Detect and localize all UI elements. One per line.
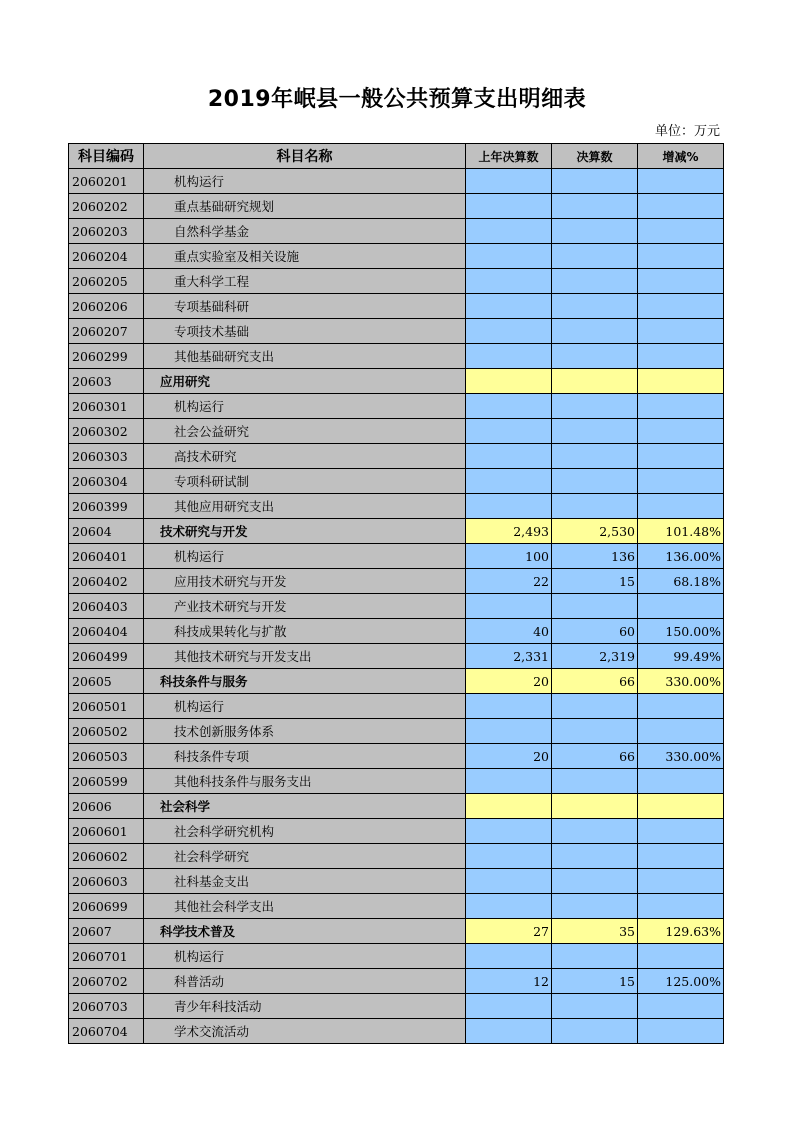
subject-code-cell: 2060699: [69, 894, 144, 919]
subject-code-cell: 2060404: [69, 619, 144, 644]
change-cell: 136.00%: [638, 544, 724, 569]
table-row: [69, 844, 724, 869]
header-code: 科目编码: [69, 144, 144, 169]
subject-name-text: 专项科研试制: [174, 474, 250, 489]
table-row: [69, 194, 724, 219]
header-change: 增减%: [638, 144, 724, 169]
change-cell: [638, 319, 724, 344]
subject-name-cell: [144, 344, 466, 369]
subject-name-text: 自然科学基金: [174, 224, 250, 239]
subject-name-text: 其他基础研究支出: [174, 349, 275, 364]
subject-name-cell: [144, 394, 466, 419]
change-cell: 101.48%: [638, 519, 724, 544]
subject-name-cell: [144, 744, 466, 769]
subject-name-cell: [144, 769, 466, 794]
subject-code-cell: 2060599: [69, 769, 144, 794]
final-cell: [552, 369, 638, 394]
subject-name-cell: [144, 844, 466, 869]
subject-code-cell: 20607: [69, 919, 144, 944]
subject-name-text: 专项基础科研: [174, 299, 250, 314]
table-row: [69, 244, 724, 269]
final-cell: [552, 894, 638, 919]
table-row: [69, 1019, 724, 1044]
table-row: [69, 269, 724, 294]
subject-name-text: 高技术研究: [174, 449, 237, 464]
change-cell: [638, 769, 724, 794]
subject-name-text: 技术研究与开发: [160, 524, 248, 539]
change-cell: [638, 244, 724, 269]
prev-final-cell: [466, 694, 552, 719]
table-row: [69, 694, 724, 719]
prev-final-cell: 22: [466, 569, 552, 594]
table-row: [69, 944, 724, 969]
prev-final-cell: [466, 869, 552, 894]
subject-name-cell: [144, 419, 466, 444]
unit-label: 单位：万元: [654, 124, 720, 139]
table-header-row: [69, 144, 724, 169]
final-cell: 136: [552, 544, 638, 569]
table-row: [69, 644, 724, 669]
subject-name-text: 社会科学研究机构: [174, 824, 275, 839]
page-title: 2019年岷县一般公共预算支出明细表: [207, 87, 587, 112]
prev-final-cell: 27: [466, 919, 552, 944]
table-row: [69, 344, 724, 369]
final-cell: [552, 869, 638, 894]
final-cell: [552, 394, 638, 419]
subject-name-cell: [144, 594, 466, 619]
subject-name-text: 应用技术研究与开发: [174, 574, 287, 589]
prev-final-cell: [466, 394, 552, 419]
final-cell: [552, 219, 638, 244]
subject-name-cell: [144, 669, 466, 694]
change-cell: [638, 869, 724, 894]
table-category-row: [69, 519, 724, 544]
change-cell: [638, 269, 724, 294]
table-row: [69, 869, 724, 894]
change-cell: [638, 394, 724, 419]
table-row: [69, 444, 724, 469]
subject-name-cell: [144, 294, 466, 319]
change-cell: [638, 719, 724, 744]
table-row: [69, 394, 724, 419]
subject-code-cell: 20603: [69, 369, 144, 394]
table-category-row: [69, 669, 724, 694]
subject-name-cell: [144, 219, 466, 244]
change-cell: 129.63%: [638, 919, 724, 944]
subject-name-text: 社科基金支出: [174, 874, 250, 889]
subject-code-cell: 2060399: [69, 494, 144, 519]
final-cell: [552, 1019, 638, 1044]
expenditure-table: [68, 143, 724, 1044]
subject-name-text: 机构运行: [174, 174, 225, 189]
prev-final-cell: [466, 594, 552, 619]
final-cell: [552, 844, 638, 869]
subject-name-cell: [144, 919, 466, 944]
header-final: 决算数: [552, 144, 638, 169]
final-cell: [552, 494, 638, 519]
subject-name-cell: [144, 619, 466, 644]
prev-final-cell: 20: [466, 744, 552, 769]
subject-name-text: 其他应用研究支出: [174, 499, 275, 514]
final-cell: [552, 344, 638, 369]
final-cell: [552, 719, 638, 744]
subject-code-cell: 2060205: [69, 269, 144, 294]
table-row: [69, 769, 724, 794]
subject-name-cell: [144, 869, 466, 894]
prev-final-cell: [466, 169, 552, 194]
subject-code-cell: 2060702: [69, 969, 144, 994]
table-row: [69, 969, 724, 994]
subject-name-text: 重大科学工程: [174, 274, 250, 289]
subject-name-cell: [144, 819, 466, 844]
prev-final-cell: [466, 244, 552, 269]
table-row: [69, 494, 724, 519]
subject-code-cell: 2060204: [69, 244, 144, 269]
subject-name-text: 科学技术普及: [160, 924, 236, 939]
subject-code-cell: 20604: [69, 519, 144, 544]
change-cell: [638, 844, 724, 869]
table-row: [69, 469, 724, 494]
change-cell: [638, 419, 724, 444]
table-row: [69, 819, 724, 844]
subject-code-cell: 2060503: [69, 744, 144, 769]
prev-final-cell: [466, 319, 552, 344]
prev-final-cell: [466, 294, 552, 319]
prev-final-cell: [466, 444, 552, 469]
change-cell: [638, 994, 724, 1019]
subject-name-text: 科技条件与服务: [160, 674, 248, 689]
subject-name-cell: [144, 169, 466, 194]
table-category-row: [69, 794, 724, 819]
subject-name-text: 青少年科技活动: [174, 999, 262, 1014]
change-cell: [638, 1019, 724, 1044]
prev-final-cell: 20: [466, 669, 552, 694]
subject-name-text: 科技成果转化与扩散: [174, 624, 287, 639]
change-cell: [638, 494, 724, 519]
table-row: [69, 569, 724, 594]
prev-final-cell: [466, 994, 552, 1019]
subject-code-cell: 2060304: [69, 469, 144, 494]
prev-final-cell: 12: [466, 969, 552, 994]
table-row: [69, 994, 724, 1019]
change-cell: 125.00%: [638, 969, 724, 994]
final-cell: 60: [552, 619, 638, 644]
subject-code-cell: 2060502: [69, 719, 144, 744]
prev-final-cell: [466, 819, 552, 844]
table-row: [69, 619, 724, 644]
subject-name-text: 科普活动: [174, 974, 225, 989]
final-cell: [552, 269, 638, 294]
table-row: [69, 294, 724, 319]
subject-code-cell: 2060501: [69, 694, 144, 719]
subject-name-cell: [144, 644, 466, 669]
prev-final-cell: [466, 794, 552, 819]
final-cell: [552, 994, 638, 1019]
change-cell: 330.00%: [638, 669, 724, 694]
subject-code-cell: 2060601: [69, 819, 144, 844]
table-body: [69, 169, 724, 1044]
subject-name-text: 机构运行: [174, 699, 225, 714]
subject-name-cell: [144, 319, 466, 344]
table-row: [69, 594, 724, 619]
final-cell: 15: [552, 569, 638, 594]
final-cell: 15: [552, 969, 638, 994]
subject-name-text: 学术交流活动: [174, 1024, 250, 1039]
change-cell: [638, 294, 724, 319]
final-cell: [552, 244, 638, 269]
prev-final-cell: [466, 769, 552, 794]
table-row: [69, 169, 724, 194]
subject-code-cell: 2060603: [69, 869, 144, 894]
change-cell: [638, 194, 724, 219]
table-row: [69, 544, 724, 569]
prev-final-cell: [466, 719, 552, 744]
subject-name-cell: [144, 994, 466, 1019]
subject-code-cell: 2060203: [69, 219, 144, 244]
subject-code-cell: 20605: [69, 669, 144, 694]
final-cell: [552, 169, 638, 194]
subject-code-cell: 2060704: [69, 1019, 144, 1044]
change-cell: [638, 894, 724, 919]
subject-name-text: 重点实验室及相关设施: [174, 249, 300, 264]
change-cell: 150.00%: [638, 619, 724, 644]
prev-final-cell: 100: [466, 544, 552, 569]
final-cell: 2,530: [552, 519, 638, 544]
table-category-row: [69, 919, 724, 944]
prev-final-cell: [466, 219, 552, 244]
subject-code-cell: 2060303: [69, 444, 144, 469]
final-cell: [552, 319, 638, 344]
final-cell: 66: [552, 669, 638, 694]
change-cell: [638, 594, 724, 619]
table-row: [69, 719, 724, 744]
prev-final-cell: [466, 494, 552, 519]
subject-code-cell: 2060403: [69, 594, 144, 619]
table-category-row: [69, 369, 724, 394]
subject-name-cell: [144, 469, 466, 494]
subject-code-cell: 2060206: [69, 294, 144, 319]
subject-name-cell: [144, 1019, 466, 1044]
subject-code-cell: 2060602: [69, 844, 144, 869]
table-row: [69, 219, 724, 244]
subject-name-cell: [144, 569, 466, 594]
subject-name-text: 技术创新服务体系: [174, 724, 275, 739]
table-row: [69, 419, 724, 444]
change-cell: 99.49%: [638, 644, 724, 669]
subject-name-text: 机构运行: [174, 949, 225, 964]
subject-code-cell: 2060401: [69, 544, 144, 569]
table-row: [69, 319, 724, 344]
subject-name-cell: [144, 694, 466, 719]
prev-final-cell: 2,493: [466, 519, 552, 544]
subject-name-text: 应用研究: [160, 374, 211, 389]
subject-name-text: 其他社会科学支出: [174, 899, 275, 914]
prev-final-cell: 2,331: [466, 644, 552, 669]
final-cell: [552, 594, 638, 619]
final-cell: [552, 769, 638, 794]
final-cell: 2,319: [552, 644, 638, 669]
prev-final-cell: [466, 369, 552, 394]
change-cell: [638, 819, 724, 844]
final-cell: [552, 419, 638, 444]
change-cell: [638, 344, 724, 369]
subject-name-cell: [144, 944, 466, 969]
final-cell: [552, 694, 638, 719]
subject-name-text: 其他科技条件与服务支出: [174, 774, 312, 789]
change-cell: [638, 694, 724, 719]
prev-final-cell: [466, 344, 552, 369]
subject-code-cell: 2060207: [69, 319, 144, 344]
prev-final-cell: [466, 469, 552, 494]
prev-final-cell: [466, 269, 552, 294]
subject-name-text: 其他技术研究与开发支出: [174, 649, 312, 664]
subject-name-text: 科技条件专项: [174, 749, 250, 764]
table-row: [69, 894, 724, 919]
subject-name-cell: [144, 244, 466, 269]
subject-name-cell: [144, 444, 466, 469]
change-cell: [638, 219, 724, 244]
table-row: [69, 744, 724, 769]
subject-name-text: 机构运行: [174, 549, 225, 564]
change-cell: [638, 169, 724, 194]
change-cell: [638, 944, 724, 969]
subject-name-cell: [144, 369, 466, 394]
prev-final-cell: [466, 894, 552, 919]
subject-name-text: 社会科学研究: [174, 849, 250, 864]
subject-name-cell: [144, 194, 466, 219]
subject-code-cell: 20606: [69, 794, 144, 819]
subject-code-cell: 2060402: [69, 569, 144, 594]
subject-code-cell: 2060701: [69, 944, 144, 969]
subject-name-cell: [144, 969, 466, 994]
header-prev-final: 上年决算数: [466, 144, 552, 169]
final-cell: [552, 194, 638, 219]
final-cell: [552, 444, 638, 469]
subject-name-cell: [144, 494, 466, 519]
subject-code-cell: 2060201: [69, 169, 144, 194]
prev-final-cell: 40: [466, 619, 552, 644]
subject-code-cell: 2060302: [69, 419, 144, 444]
header-name: 科目名称: [144, 144, 466, 169]
final-cell: [552, 294, 638, 319]
final-cell: [552, 469, 638, 494]
change-cell: [638, 469, 724, 494]
final-cell: 35: [552, 919, 638, 944]
subject-code-cell: 2060299: [69, 344, 144, 369]
subject-code-cell: 2060202: [69, 194, 144, 219]
subject-name-cell: [144, 719, 466, 744]
subject-name-text: 重点基础研究规划: [174, 199, 275, 214]
subject-code-cell: 2060703: [69, 994, 144, 1019]
final-cell: [552, 819, 638, 844]
prev-final-cell: [466, 1019, 552, 1044]
subject-name-cell: [144, 519, 466, 544]
subject-name-text: 社会公益研究: [174, 424, 250, 439]
change-cell: [638, 444, 724, 469]
change-cell: 330.00%: [638, 744, 724, 769]
prev-final-cell: [466, 944, 552, 969]
subject-name-cell: [144, 269, 466, 294]
subject-name-text: 产业技术研究与开发: [174, 599, 287, 614]
change-cell: [638, 369, 724, 394]
subject-code-cell: 2060301: [69, 394, 144, 419]
subject-name-cell: [144, 894, 466, 919]
subject-name-text: 社会科学: [160, 799, 211, 814]
prev-final-cell: [466, 194, 552, 219]
subject-name-cell: [144, 794, 466, 819]
prev-final-cell: [466, 844, 552, 869]
change-cell: 68.18%: [638, 569, 724, 594]
subject-name-text: 机构运行: [174, 399, 225, 414]
change-cell: [638, 794, 724, 819]
prev-final-cell: [466, 419, 552, 444]
final-cell: 66: [552, 744, 638, 769]
subject-code-cell: 2060499: [69, 644, 144, 669]
subject-name-text: 专项技术基础: [174, 324, 250, 339]
subject-name-cell: [144, 544, 466, 569]
final-cell: [552, 944, 638, 969]
final-cell: [552, 794, 638, 819]
